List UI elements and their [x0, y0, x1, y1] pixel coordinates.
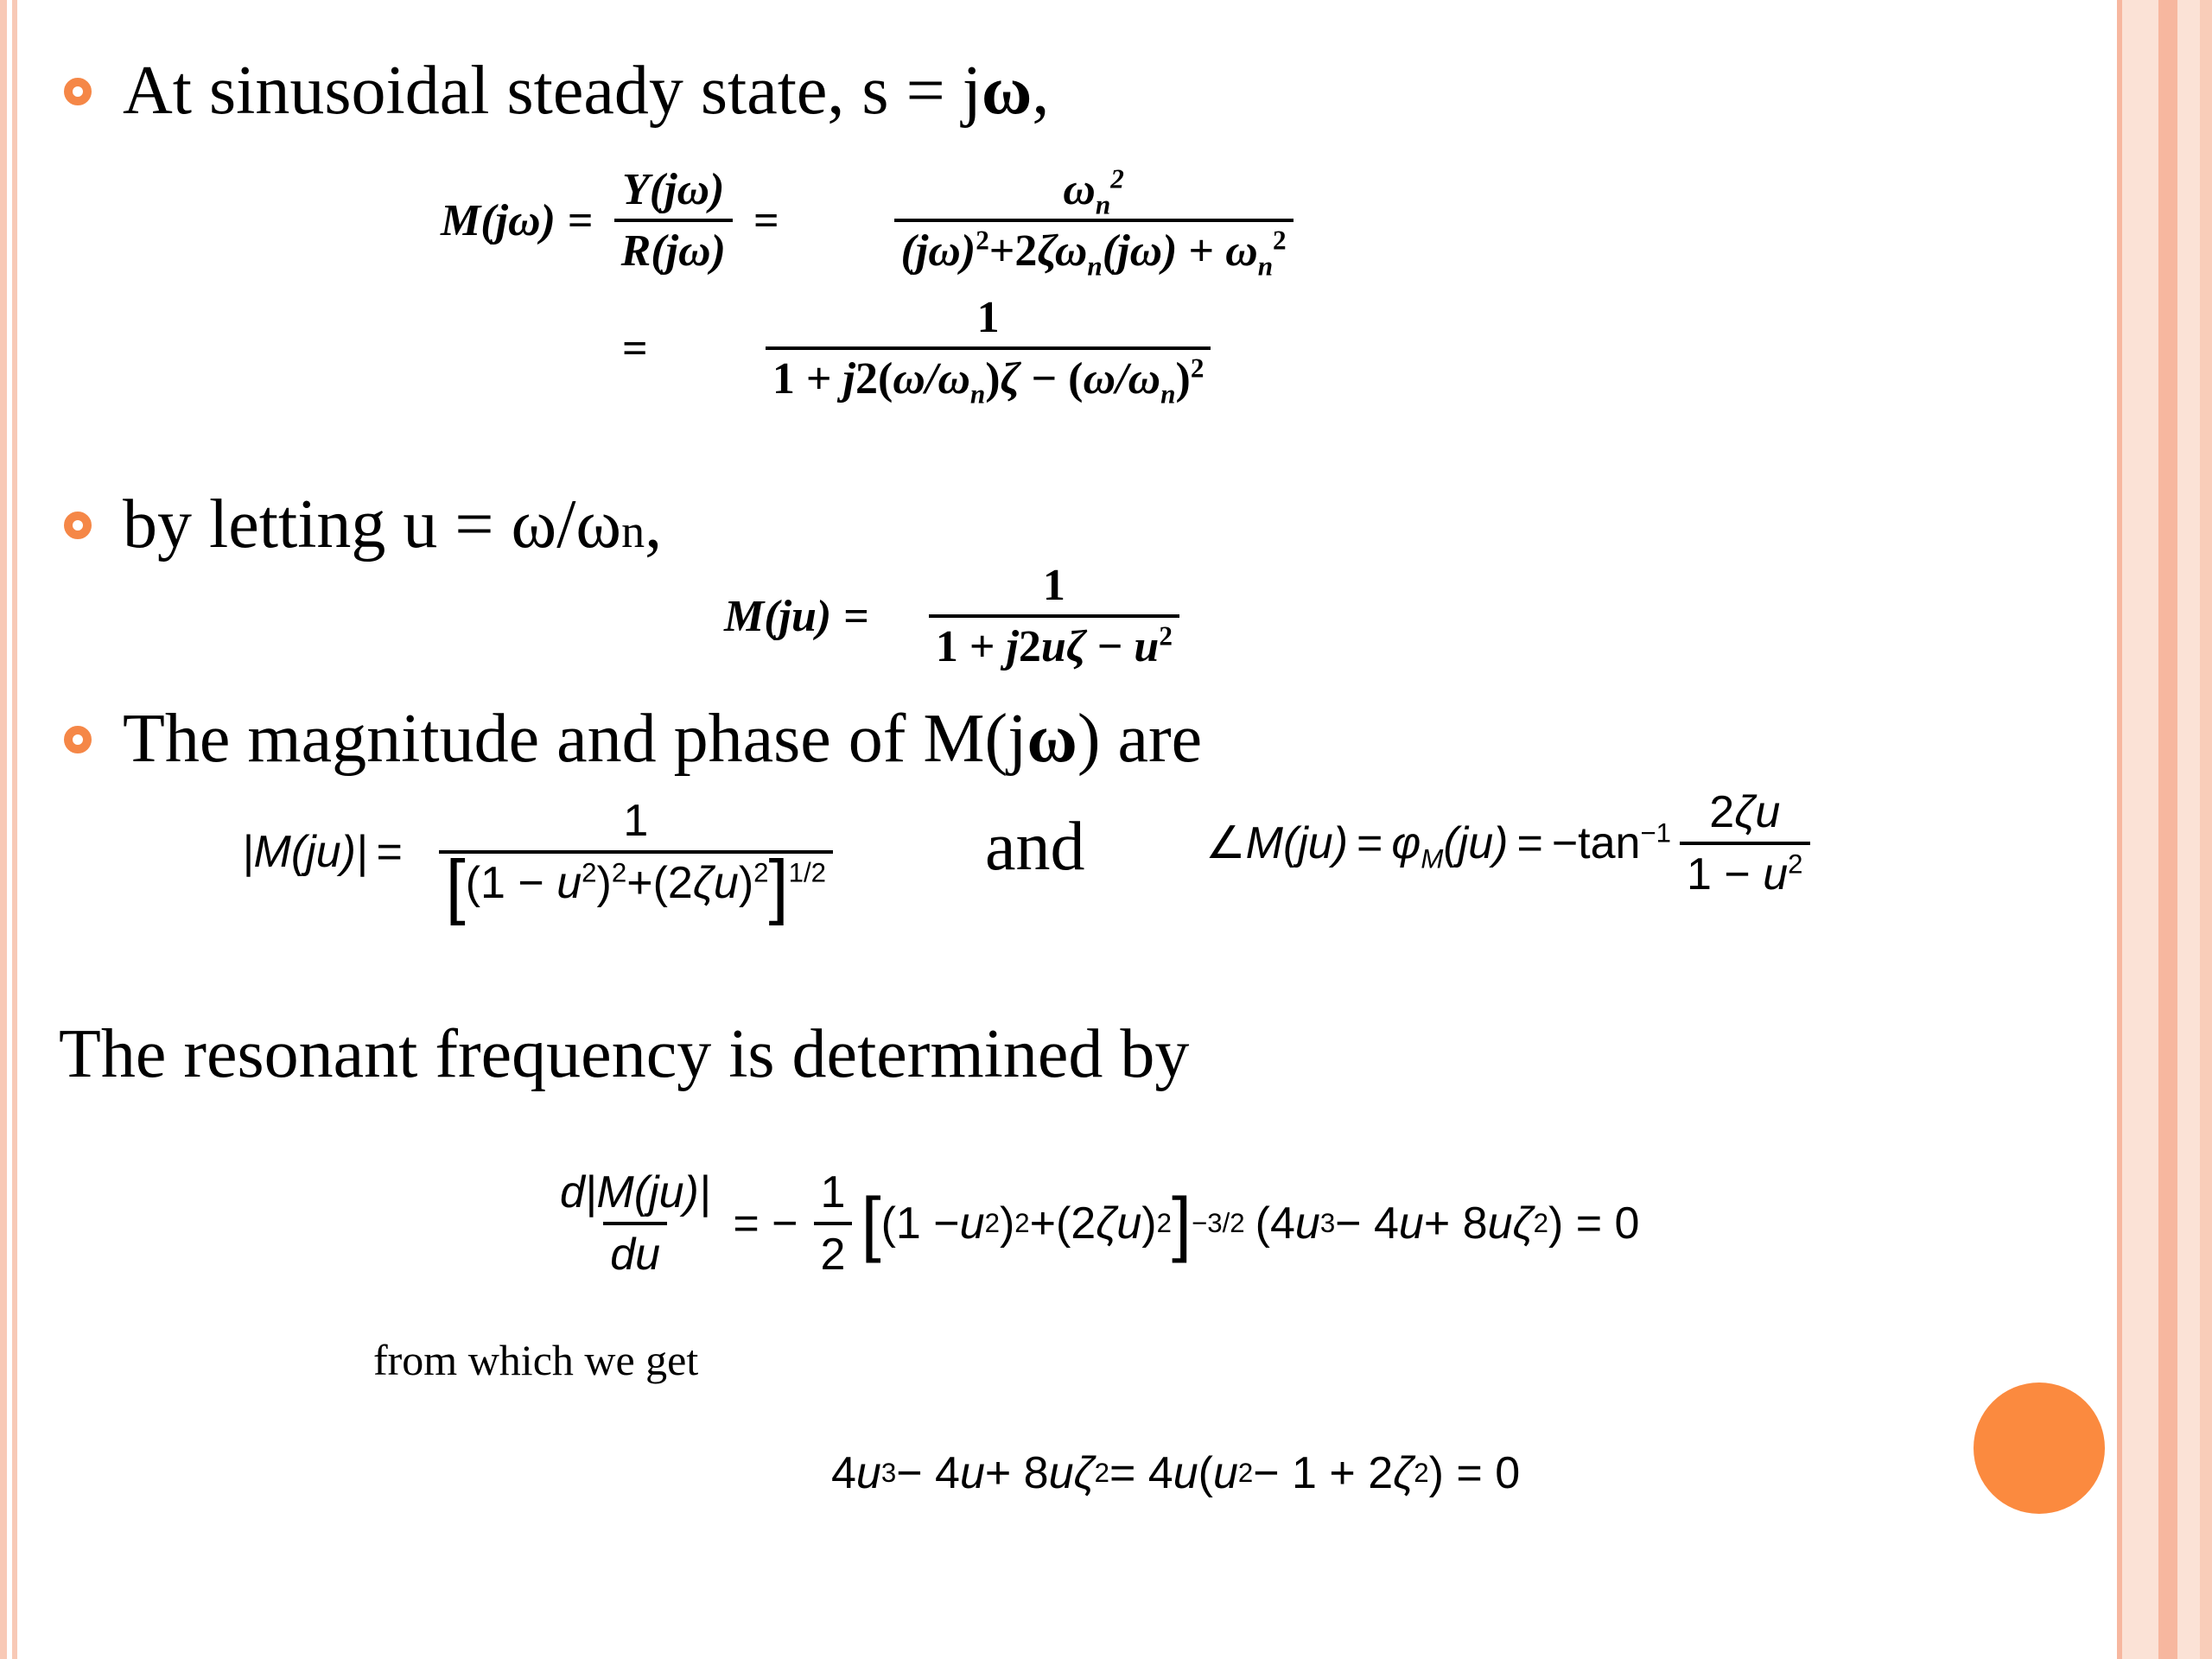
right-border-line — [2117, 0, 2122, 1659]
bullet-text: The magnitude and phase of M(jω) are — [123, 701, 1203, 777]
from-which-text: from which we get — [373, 1336, 699, 1384]
equation-m-jw-normalized: = $\frac{1}{1 + j2(\omega/\omega_n)\zeta - (\omega/\omega_n)^2}$ — [622, 292, 1317, 404]
equation-m-ju: M(ju) = $\frac{1}{1 + j2u\zeta - u^2}$ — [724, 560, 1227, 672]
left-border-outer — [0, 0, 7, 1659]
equation-m-jw: M(jω) = $\frac{Y(j\omega)}{R(j\omega)}$ = $\frac{\omega_n^2}{(j\omega)^2+2\zeta\omega_n(j\omega) + \omega_n^2}$ — [441, 164, 1396, 276]
bullet-icon — [64, 726, 92, 753]
bullet-magnitude-phase — [64, 700, 1202, 779]
equation-phase: ∠ M(ju) = $\varphi_M(ju)$ = $-\tan^{-1}$ $\frac{2\zeta u}{1 - u^2}$ — [1205, 786, 1819, 900]
left-border-inner — [12, 0, 17, 1659]
bullet-text: At sinusoidal steady state, s = jω, — [123, 53, 1050, 129]
bullet-icon — [64, 78, 92, 105]
decorative-circle — [1974, 1382, 2105, 1514]
bullet-text: by letting u = ω/ωn, — [123, 486, 663, 563]
right-border-edge — [2200, 0, 2212, 1659]
bullet-sinusoidal — [64, 52, 1049, 130]
and-text: and — [985, 809, 1085, 885]
right-border-band — [2158, 0, 2177, 1659]
equation-derivative: $\frac{d|M(ju)|}{du}$ = − $\frac{1}{2}$ [ (1 − u 2 ) 2 +(2 ζu ) 2 ] −3/2 (4 u 3 − 4 u + 8 uζ 2 ) = 0 — [560, 1167, 1640, 1280]
equation-final: 4 u 3 − 4 u + 8 uζ 2 = 4 u ( u 2 − 1 + 2 ζ 2 ) = 0 — [831, 1448, 1521, 1498]
equation-magnitude: |M(ju)| = $\frac{1}{[(1 - u^2)^2+(2\zeta u)^2]^{1/2}}$ — [242, 795, 861, 909]
heading-resonant-frequency: The resonant frequency is determined by — [59, 1016, 1190, 1092]
bullet-letting-u — [64, 486, 662, 564]
bullet-icon — [64, 512, 92, 539]
